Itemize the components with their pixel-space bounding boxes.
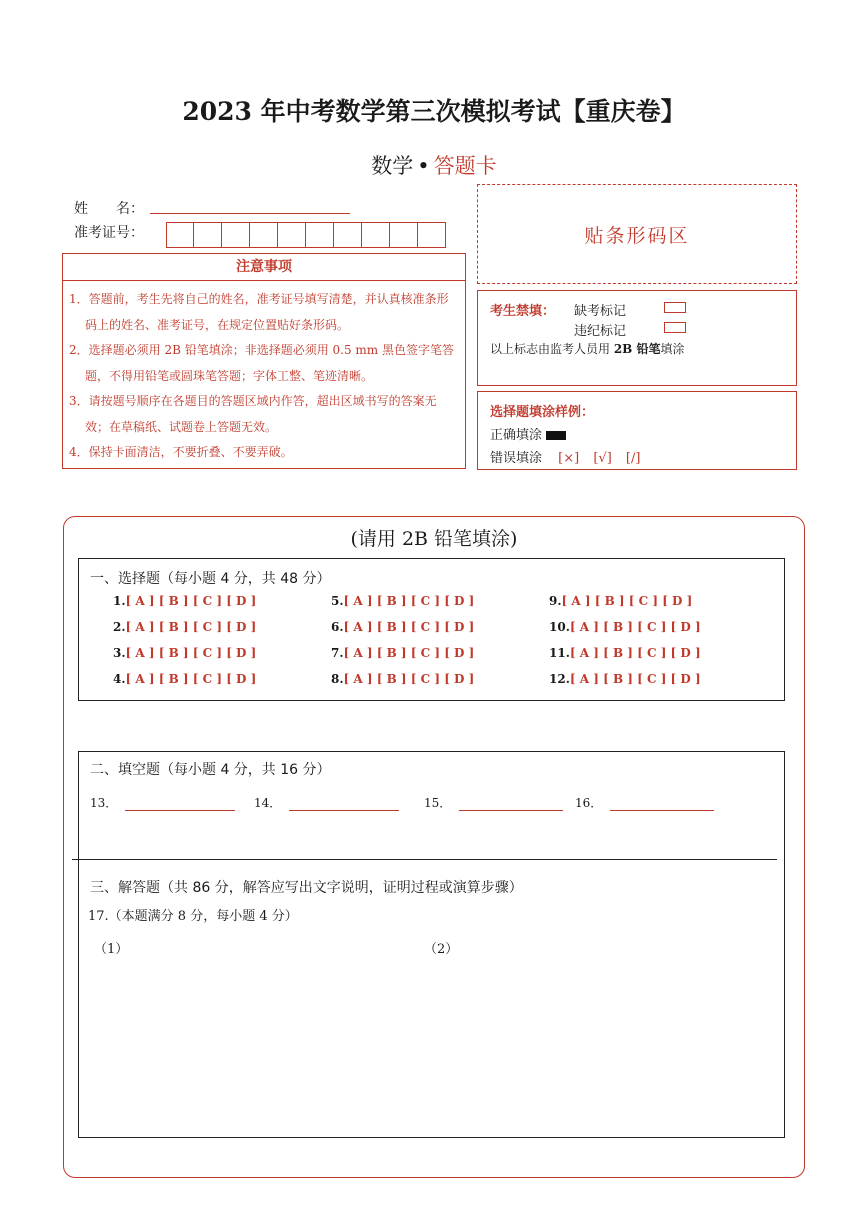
choice-q5[interactable]: 5.[ A ] [ B ] [ C ] [ D ]	[331, 594, 475, 608]
forbid-note	[490, 340, 685, 357]
choice-q3[interactable]: 3.[ A ] [ B ] [ C ] [ D ]	[113, 646, 257, 660]
id-cell[interactable]	[278, 222, 306, 248]
examiner-only-box	[477, 290, 797, 386]
id-cell[interactable]	[166, 222, 194, 248]
q17-part2-answer-area[interactable]	[422, 960, 772, 1130]
choice-q7[interactable]: 7.[ A ] [ B ] [ C ] [ D ]	[331, 646, 475, 660]
page-subtitle	[0, 150, 868, 180]
notice-item: 1．答题前，考生先将自己的姓名，准考证号填写清楚，并认真核准条形码上的姓名、准考证号，在规定位置贴好条形码。	[69, 292, 449, 332]
id-cell[interactable]	[334, 222, 362, 248]
id-label: 准考证号：	[74, 225, 144, 241]
choice-q6[interactable]: 6.[ A ] [ B ] [ C ] [ D ]	[331, 620, 475, 634]
name-field[interactable]	[150, 213, 350, 214]
wrong-mark: [×]	[558, 451, 580, 466]
name-label: 姓 名：	[74, 201, 144, 217]
absent-mark[interactable]	[664, 300, 686, 315]
wrong-mark: [/]	[625, 451, 641, 466]
forbid-note-pre: 以上标志由监考人员用	[490, 342, 614, 356]
notice-list	[63, 281, 465, 466]
fill-q14[interactable]: 14．	[254, 794, 399, 811]
q17-part1-answer-area[interactable]	[92, 960, 412, 1130]
answer-area-title: (请用 2B 铅笔填涂)	[350, 528, 518, 550]
id-cell[interactable]	[418, 222, 446, 248]
id-cell[interactable]	[390, 222, 418, 248]
choice-q10[interactable]: 10.[ A ] [ B ] [ C ] [ D ]	[549, 620, 701, 634]
choice-q8[interactable]: 8.[ A ] [ B ] [ C ] [ D ]	[331, 672, 475, 686]
id-cell[interactable]	[222, 222, 250, 248]
sample-heading: 选择题填涂样例：	[490, 405, 595, 420]
forbid-note-bold: 2B 铅笔	[613, 342, 661, 356]
section-fill-title: 二、填空题（每小题 4 分，共 16 分）	[90, 762, 331, 778]
notice-item: 4．保持卡面清洁，不要折叠、不要弄破。	[69, 445, 293, 459]
section-choice-title: 一、选择题（每小题 4 分，共 48 分）	[90, 571, 331, 587]
choice-q9[interactable]: 9.[ A ] [ B ] [ C ] [ D ]	[549, 594, 693, 608]
notice-item: 2．选择题必须用 2B 铅笔填涂；非选择题必须用 0.5 mm 黑色签字笔答题，不得用铅笔或圆珠笔答题；字体工整、笔迹清晰。	[69, 343, 455, 383]
question-17-title: 17.（本题满分 8 分，每小题 4 分）	[88, 909, 298, 924]
wrong-sample	[490, 447, 640, 466]
correct-sample	[490, 424, 566, 443]
choice-q11[interactable]: 11.[ A ] [ B ] [ C ] [ D ]	[549, 646, 701, 660]
fill-sample-box	[477, 391, 797, 470]
id-cell[interactable]	[250, 222, 278, 248]
filled-mark-icon	[546, 431, 566, 440]
wrong-label: 错误填涂	[490, 451, 543, 466]
id-cell[interactable]	[306, 222, 334, 248]
subtitle-subject: 数学	[371, 154, 414, 178]
q17-part1-label: （1）	[94, 942, 129, 957]
section-divider	[72, 859, 777, 860]
subtitle-card: 答题卡	[433, 154, 497, 178]
page-title: 2023 年中考数学第三次模拟考试【重庆卷】	[182, 97, 686, 126]
choice-q12[interactable]: 12.[ A ] [ B ] [ C ] [ D ]	[549, 672, 701, 686]
absent-label: 缺考标记	[574, 304, 627, 319]
exam-id-boxes[interactable]	[166, 222, 446, 248]
subtitle-dot: •	[417, 154, 430, 178]
choice-q1[interactable]: 1.[ A ] [ B ] [ C ] [ D ]	[113, 594, 257, 608]
choice-q2[interactable]: 2.[ A ] [ B ] [ C ] [ D ]	[113, 620, 257, 634]
fill-q13[interactable]: 13．	[90, 794, 235, 811]
q17-part2-label: （2）	[424, 942, 459, 957]
barcode-area: 贴条形码区	[477, 184, 797, 284]
section-solve-title: 三、解答题（共 86 分，解答应写出文字说明，证明过程或演算步骤）	[90, 880, 523, 896]
fill-q15[interactable]: 15．	[424, 794, 563, 811]
fill-q16[interactable]: 16．	[575, 794, 714, 811]
notice-item: 3．请按题号顺序在各题目的答题区域内作答，超出区域书写的答案无效；在草稿纸、试题卷上答题无效。	[69, 394, 437, 434]
forbid-note-post: 填涂	[660, 342, 685, 356]
violation-mark[interactable]	[664, 320, 686, 335]
notice-box	[62, 253, 466, 469]
notice-heading: 注意事项	[63, 254, 465, 281]
violation-label: 违纪标记	[574, 324, 627, 339]
wrong-mark: [√]	[593, 451, 612, 466]
correct-label: 正确填涂	[490, 428, 543, 443]
id-cell[interactable]	[194, 222, 222, 248]
forbid-heading: 考生禁填：	[490, 304, 556, 319]
choice-q4[interactable]: 4.[ A ] [ B ] [ C ] [ D ]	[113, 672, 257, 686]
id-cell[interactable]	[362, 222, 390, 248]
